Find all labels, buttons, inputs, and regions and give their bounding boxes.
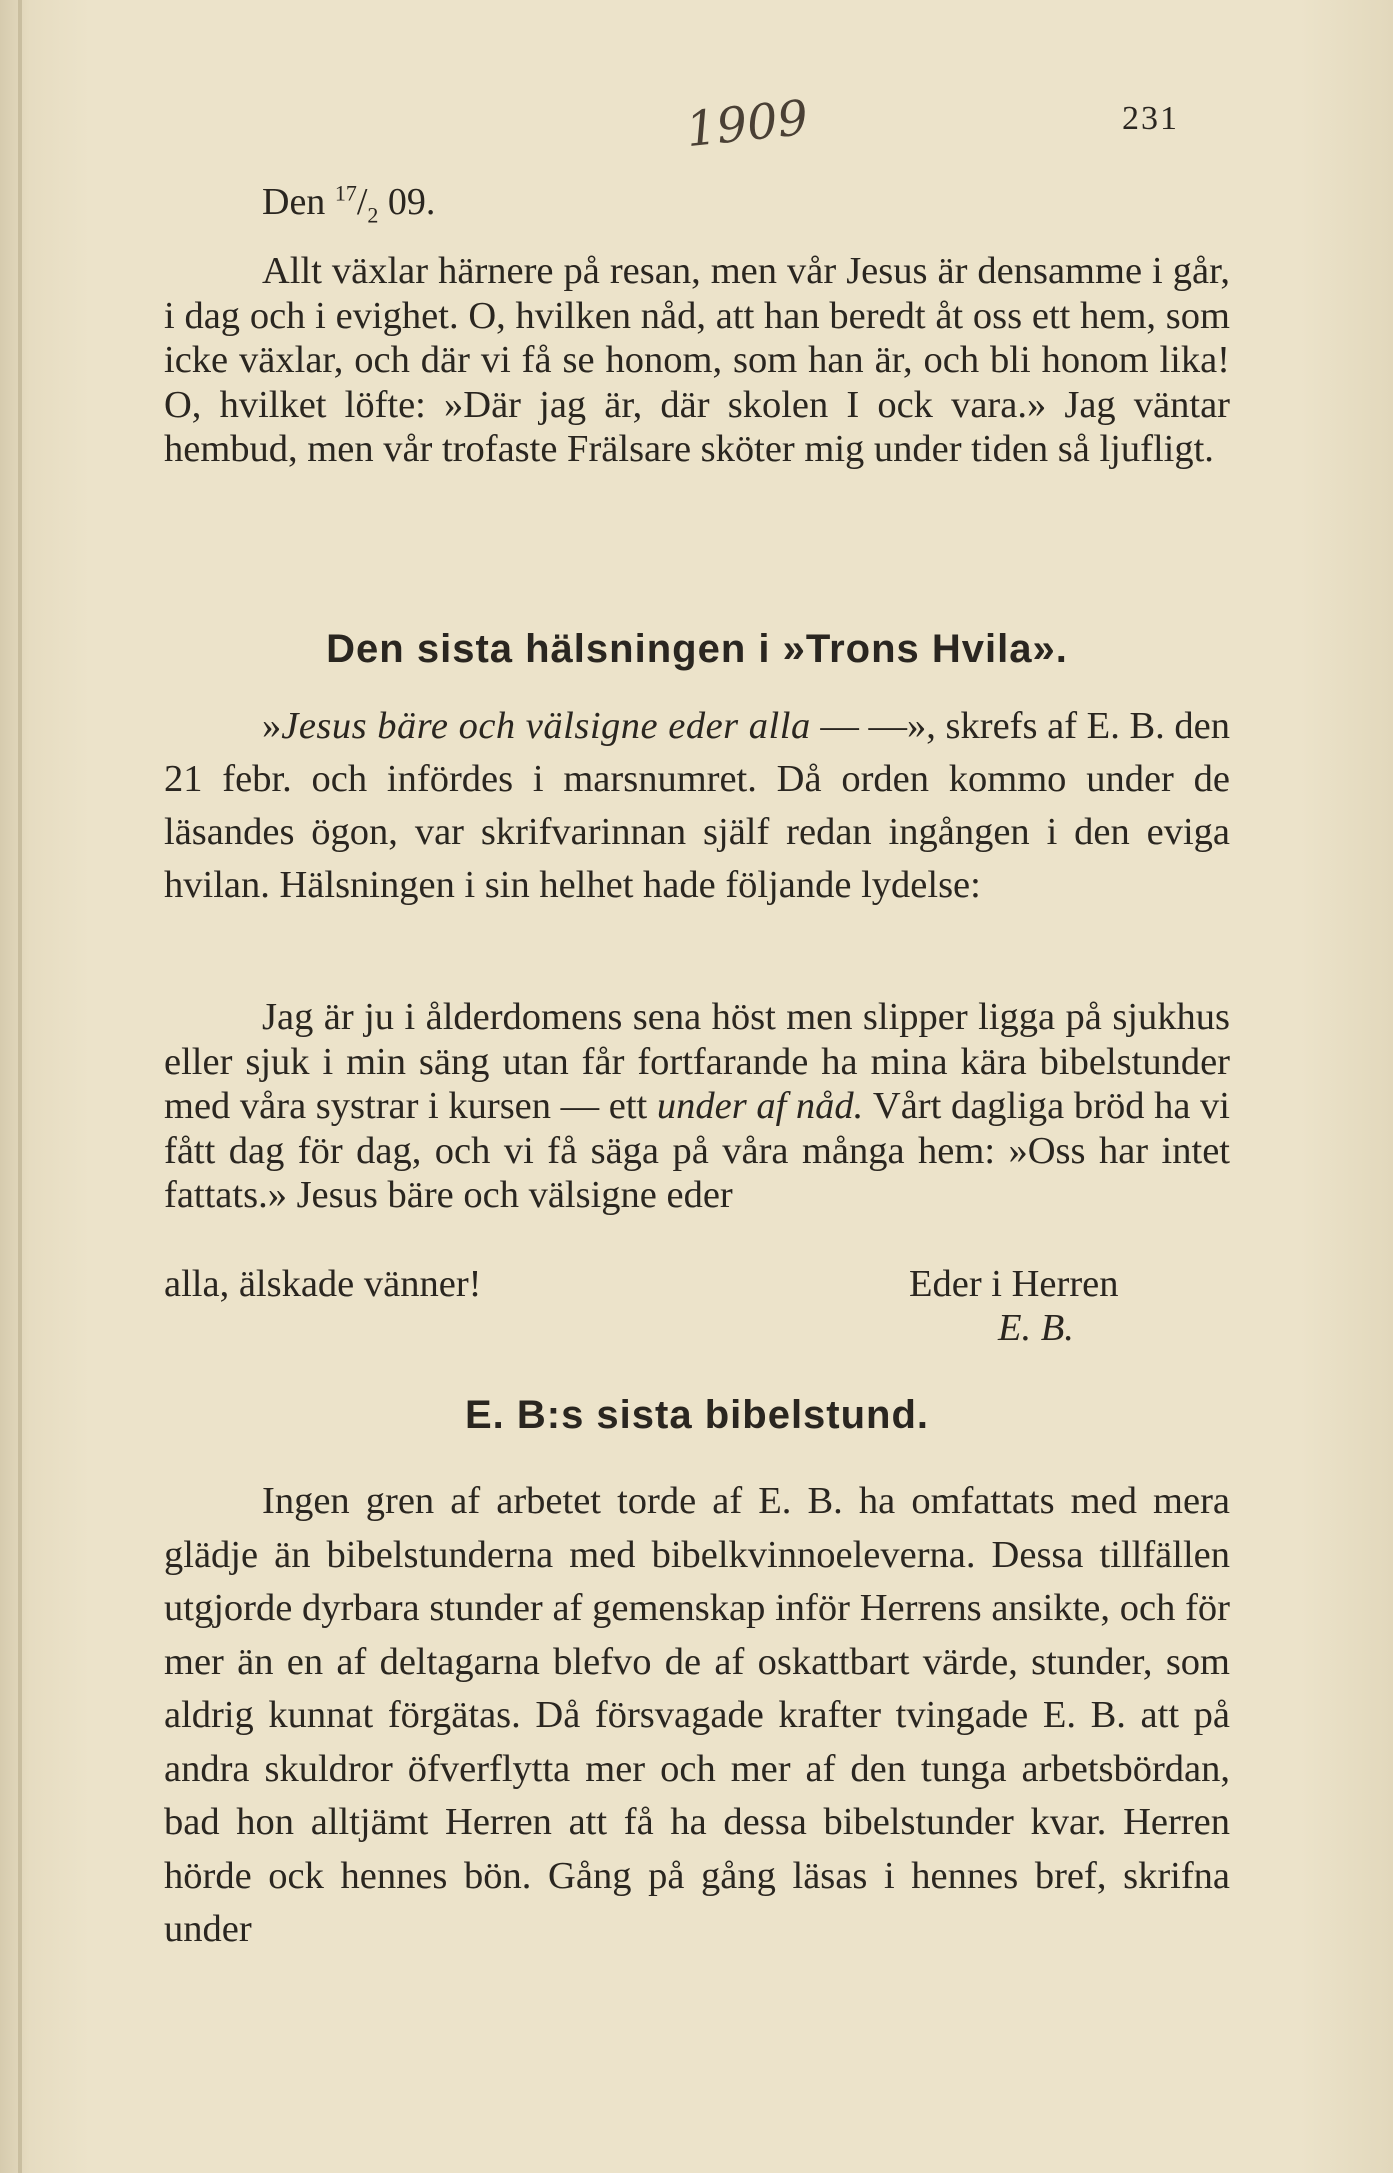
handwritten-year-annotation: 1909	[683, 89, 811, 159]
intro-quote-open: »	[262, 705, 282, 747]
greeting-letter-paragraph	[164, 995, 1230, 1218]
entry-date	[262, 180, 435, 229]
date-month: 2	[367, 202, 379, 228]
intro-text	[164, 700, 1230, 912]
page-binding-edge	[18, 0, 22, 2173]
date-year: 09.	[378, 181, 436, 223]
letter-part-1: Jag är ju i ålderdomens sena höst men slipper ligga på sjukhus eller sjuk i min säng utan får fortfarande ha mina kära bibelstunder med våra systrar i kursen — ett	[164, 996, 1230, 1127]
date-prefix: Den	[262, 181, 335, 223]
date-day: 17	[334, 180, 357, 206]
letter-italic: under af nåd.	[656, 1085, 864, 1127]
letter-part-2: Vårt dagliga bröd ha vi fått dag för dag, och vi få säga på våra många hem: »Oss har intet fattats.» Jesus bäre och välsigne eder	[164, 1085, 1230, 1216]
letter-paragraph	[164, 249, 1230, 472]
intro-italic-quote: Jesus bäre och välsigne eder alla	[281, 705, 811, 747]
section-heading-last-bible-study: E. B:s sista bibelstund.	[464, 1393, 930, 1437]
letter-text	[164, 995, 1230, 1218]
greeting-intro-paragraph	[164, 700, 1230, 912]
section-heading-trons-hvila: Den sista hälsningen i »Trons Hvila».	[326, 627, 1068, 671]
bible-study-paragraph	[164, 1475, 1230, 1957]
closing-right: Eder i Herren	[909, 1263, 1119, 1305]
intro-rest: — —», skrefs af E. B. den 21 febr. och infördes i marsnumret. Då orden kommo under de läsandes ögon, var skrifvarinnan själf redan ingången i den eviga hvilan. Hälsningen i sin helhet hade följande lydelse:	[164, 705, 1231, 906]
paragraph-text: Allt växlar härnere på resan, men vår Jesus är densamme i går, i dag och i evighet. O, hvilken nåd, att han beredt åt oss ett hem, som icke växlar, och där vi få se honom, som han är, och bli honom lika! O, hvilket löfte: »Där jag är, där skolen I ock vara.» Jag väntar hembud, men vår trofaste Frälsare sköter mig under tiden så ljufligt.	[164, 250, 1230, 470]
signature: E. B.	[998, 1307, 1074, 1349]
bible-study-text: Ingen gren af arbetet torde af E. B. ha omfattats med mera glädje än bibelstunderna med bibelkvinnoeleverna. Dessa tillfällen utgjorde dyrbara stunder af gemenskap inför Herrens ansikte, och för mer än en af deltagarna blefvo de af oskattbart värde, stunder, som aldrig kunnat förgätas. Då försvagade krafter tvingade E. B. att på andra skuldror öfverflytta mer och mer af den tunga arbetsbördan, bad hon alltjämt Herren att få ha dessa bibelstunder kvar. Herren hörde ock hennes bön. Gång på gång läsas i hennes bref, skrifna under	[164, 1480, 1230, 1950]
date-slash: /	[356, 181, 368, 223]
closing-left: alla, älskade vänner!	[164, 1263, 482, 1305]
page-number: 231	[1122, 100, 1179, 137]
